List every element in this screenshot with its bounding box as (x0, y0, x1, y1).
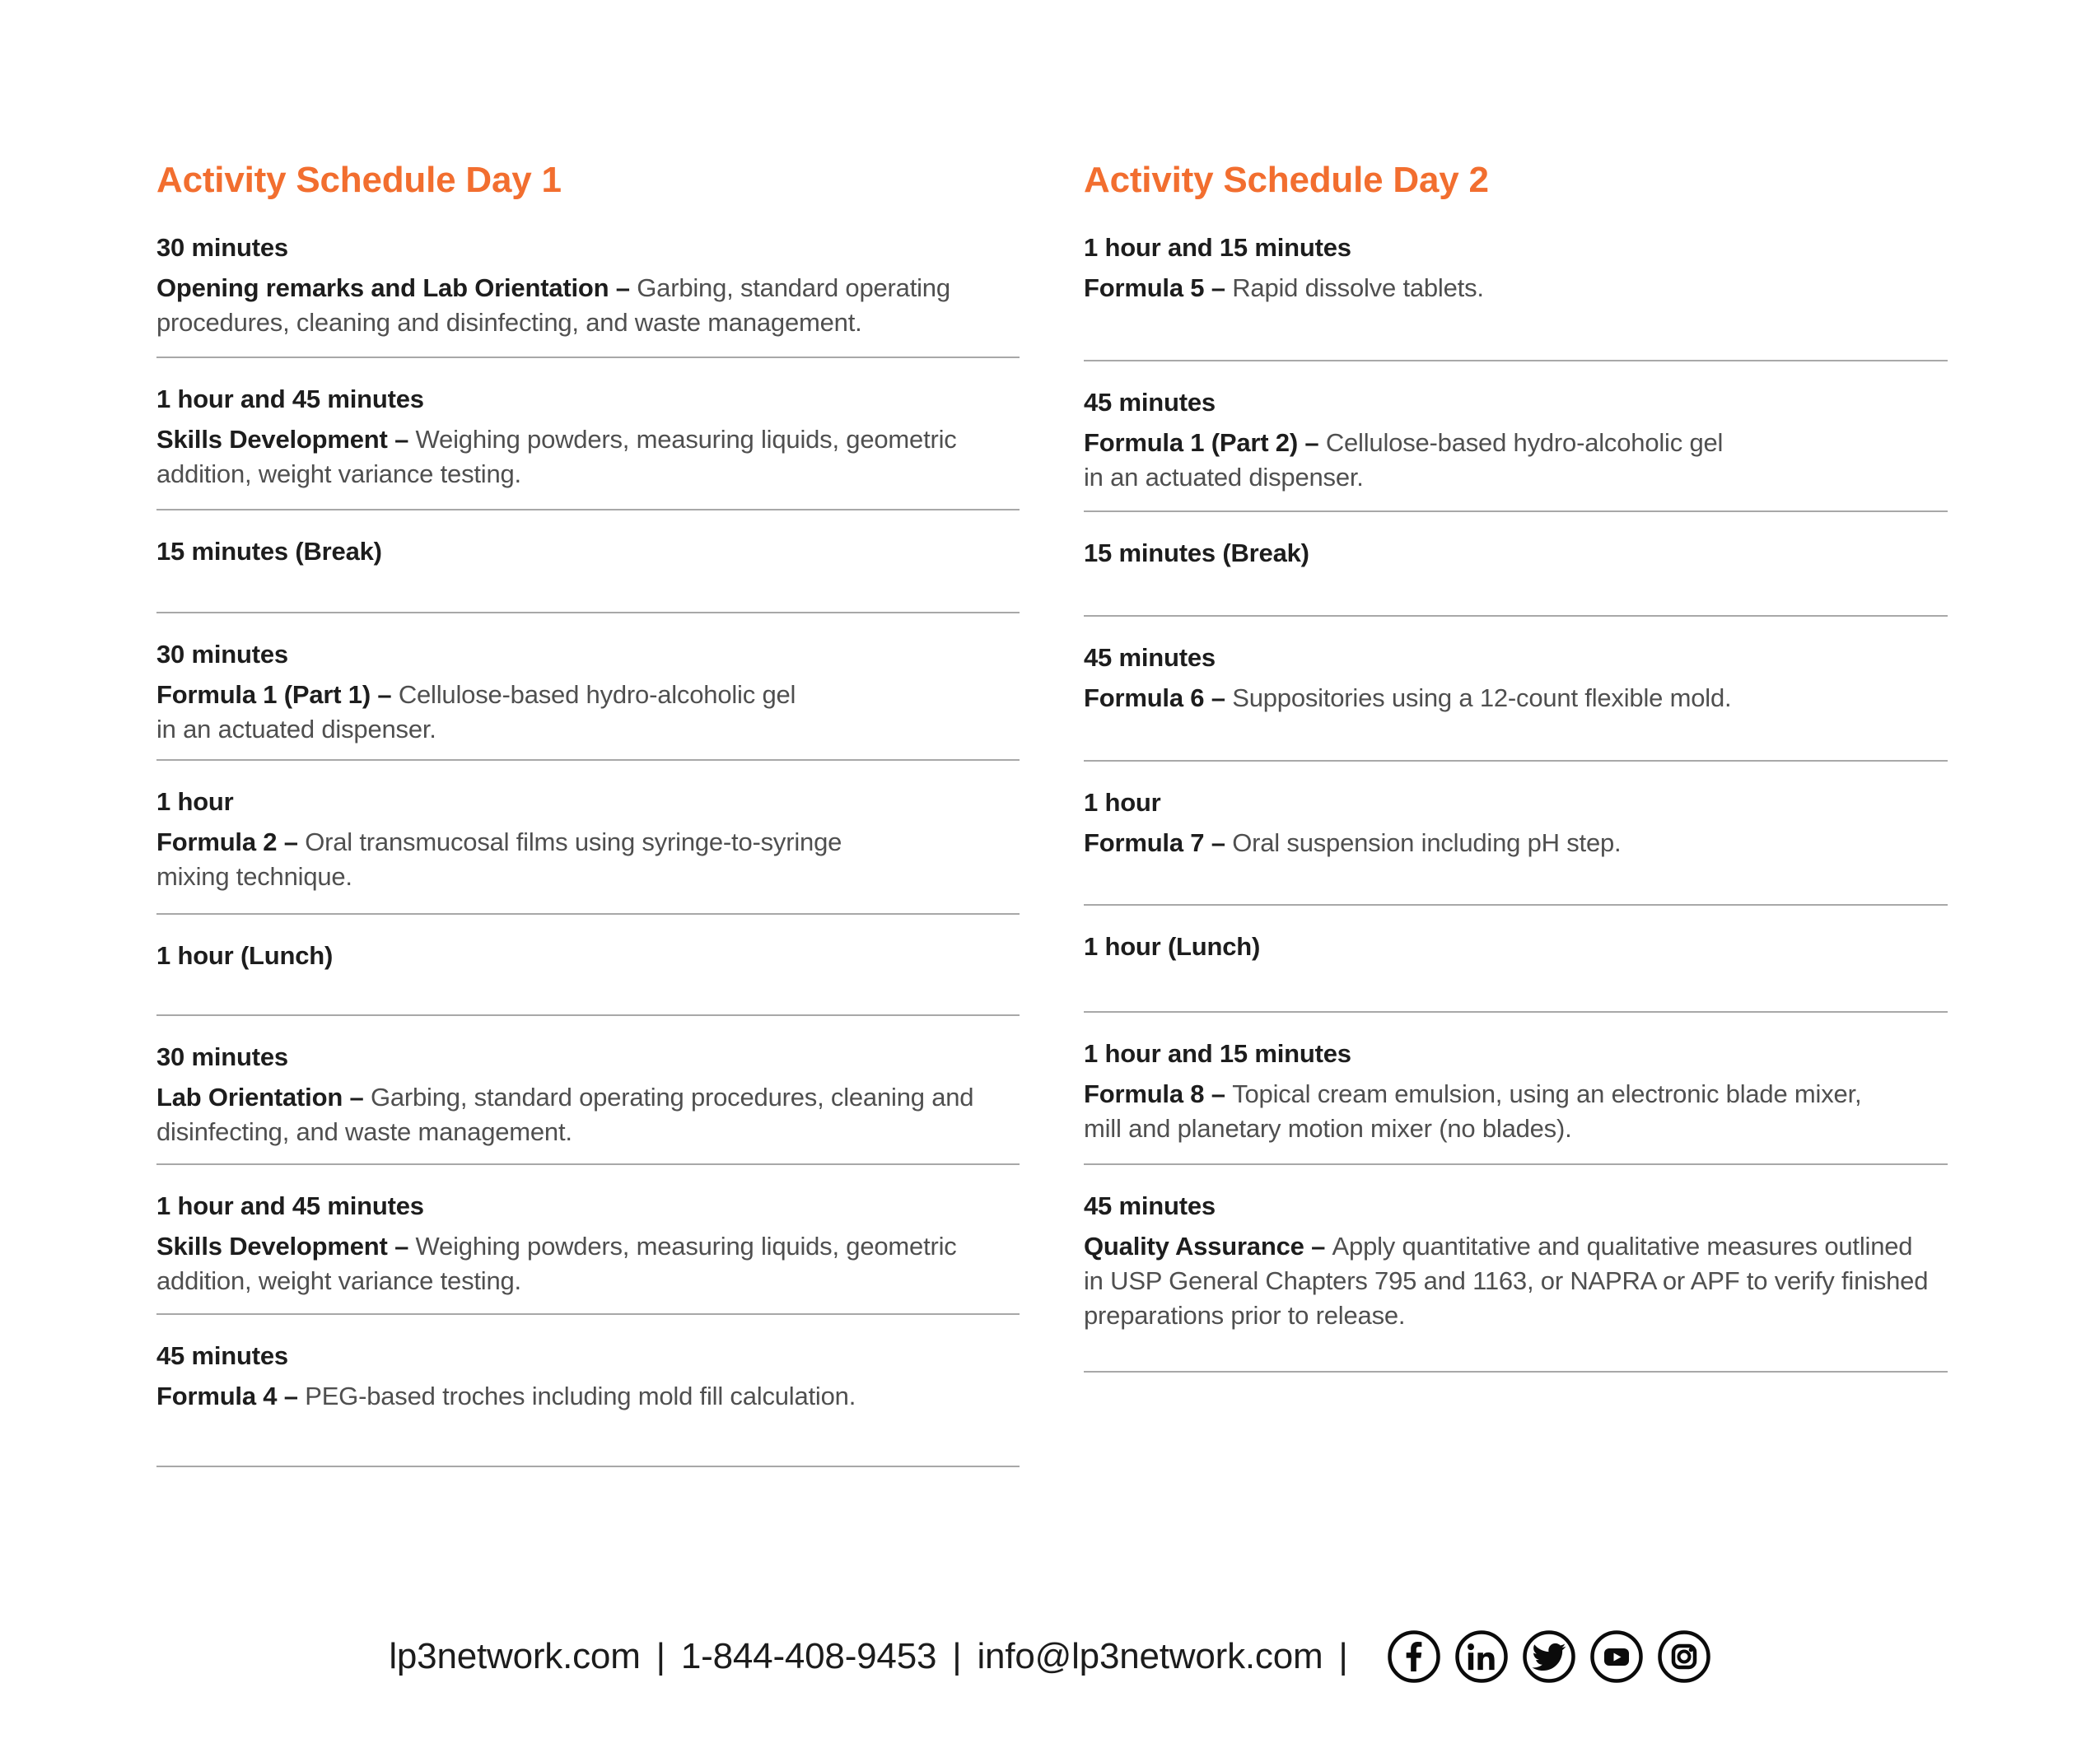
activity-text: in USP General Chapters 795 and 1163, or NAPRA or APF to verify finished (1084, 1266, 1929, 1295)
schedule-item (1084, 385, 1948, 495)
activity-text: addition, weight variance testing. (156, 459, 521, 488)
divider-line (1084, 760, 1948, 762)
activity-description (1084, 681, 1948, 716)
activity-name: Formula 6 – (1084, 683, 1233, 712)
divider-line (156, 1466, 1020, 1467)
phone-link[interactable]: 1-844-408-9453 (680, 1636, 937, 1676)
linkedin-icon[interactable] (1454, 1629, 1509, 1684)
duration-label: 1 hour (1084, 788, 1161, 817)
schedule-item (1084, 536, 1948, 576)
activity-name: Opening remarks and Lab Orientation – (156, 273, 637, 302)
duration-label: 1 hour (Lunch) (1084, 932, 1261, 961)
activity-description (156, 1379, 1020, 1414)
schedule-item (1084, 1189, 1948, 1333)
activity-name: Formula 8 – (1084, 1079, 1233, 1108)
day2-title: Activity Schedule Day 2 (1084, 160, 1489, 200)
divider-line (1084, 1011, 1948, 1013)
activity-name: Formula 2 – (156, 827, 306, 856)
schedule-item (156, 231, 1020, 340)
activity-name: Skills Development – (156, 425, 416, 454)
activity-name: Skills Development – (156, 1232, 416, 1261)
activity-text: Cellulose-based hydro-alcoholic gel (398, 680, 796, 709)
duration-label: 1 hour and 15 minutes (1084, 233, 1351, 262)
activity-text: Oral suspension including pH step. (1232, 828, 1622, 857)
activity-text: PEG-based troches including mold fill calculation. (305, 1382, 856, 1410)
duration-label: 1 hour and 45 minutes (156, 1191, 424, 1220)
activity-description (156, 1080, 1020, 1149)
activity-description (156, 422, 1020, 492)
divider-line (1084, 615, 1948, 617)
activity-text: Oral transmucosal films using syringe-to-syringe (305, 827, 842, 856)
duration-label: 1 hour and 45 minutes (156, 385, 424, 413)
schedule-item (1084, 930, 1948, 970)
footer-divider: | (1338, 1636, 1348, 1676)
schedule-item (156, 382, 1020, 492)
activity-name: Lab Orientation – (156, 1083, 371, 1112)
day2-column (1084, 0, 1948, 1564)
divider-line (1084, 1371, 1948, 1373)
divider-line (1084, 904, 1948, 906)
activity-description (156, 1229, 1020, 1298)
duration-label: 45 minutes (1084, 388, 1216, 417)
social-icons-row (1387, 1629, 1711, 1684)
activity-name: Formula 7 – (1084, 828, 1233, 857)
activity-description (156, 271, 1020, 340)
duration-label: 15 minutes (Break) (1084, 538, 1309, 567)
divider-line (156, 1014, 1020, 1016)
activity-text: Suppositories using a 12-count flexible mold. (1232, 683, 1732, 712)
divider-line (156, 1313, 1020, 1315)
activity-text: Apply quantitative and qualitative measures outlined (1332, 1232, 1913, 1261)
schedule-item (156, 1189, 1020, 1298)
activity-text: mill and planetary motion mixer (no blades). (1084, 1114, 1572, 1143)
schedule-item (156, 534, 1020, 575)
divider-line (156, 612, 1020, 613)
schedule-item (156, 785, 1020, 894)
schedule-item (1084, 1037, 1948, 1146)
instagram-icon[interactable] (1657, 1629, 1711, 1684)
activity-text: Cellulose-based hydro-alcoholic gel (1325, 428, 1724, 457)
activity-text: Weighing powders, measuring liquids, geometric (415, 1232, 957, 1261)
activity-text: in an actuated dispenser. (156, 715, 436, 743)
activity-text: Weighing powders, measuring liquids, geometric (415, 425, 957, 454)
divider-line (156, 509, 1020, 510)
activity-description (1084, 826, 1948, 860)
activity-name: Formula 5 – (1084, 273, 1233, 302)
divider-line (156, 357, 1020, 358)
facebook-icon[interactable] (1387, 1629, 1441, 1684)
divider-line (156, 759, 1020, 761)
activity-description (1084, 1229, 1948, 1333)
divider-line (1084, 510, 1948, 512)
activity-description (156, 678, 1020, 747)
duration-label: 15 minutes (Break) (156, 537, 382, 566)
schedule-item (1084, 231, 1948, 305)
activity-text: Garbing, standard operating (637, 273, 950, 302)
divider-line (1084, 1163, 1948, 1165)
activity-text: procedures, cleaning and disinfecting, and waste management. (156, 308, 862, 337)
footer-divider: | (952, 1636, 962, 1676)
duration-label: 1 hour (156, 787, 234, 816)
duration-label: 1 hour and 15 minutes (1084, 1039, 1351, 1068)
footer (0, 1628, 2100, 1685)
duration-label: 30 minutes (156, 1042, 288, 1071)
schedule-item (156, 939, 1020, 979)
duration-label: 1 hour (Lunch) (156, 941, 334, 970)
schedule-item (156, 637, 1020, 747)
duration-label: 30 minutes (156, 640, 288, 669)
twitter-icon[interactable] (1522, 1629, 1576, 1684)
activity-text: Rapid dissolve tablets. (1232, 273, 1484, 302)
divider-line (156, 1163, 1020, 1165)
day1-column (156, 0, 1020, 1564)
activity-description (156, 825, 1020, 894)
activity-text: preparations prior to release. (1084, 1301, 1406, 1330)
duration-label: 30 minutes (156, 233, 288, 262)
activity-text: disinfecting, and waste management. (156, 1117, 572, 1146)
activity-text: Topical cream emulsion, using an electronic blade mixer, (1232, 1079, 1862, 1108)
youtube-icon[interactable] (1589, 1629, 1644, 1684)
activity-name: Formula 1 (Part 2) – (1084, 428, 1326, 457)
activity-name: Formula 1 (Part 1) – (156, 680, 399, 709)
divider-line (1084, 360, 1948, 361)
divider-line (156, 913, 1020, 915)
duration-label: 45 minutes (156, 1341, 288, 1370)
duration-label: 45 minutes (1084, 1191, 1216, 1220)
activity-description (1084, 426, 1948, 495)
activity-name: Formula 4 – (156, 1382, 306, 1410)
day1-title: Activity Schedule Day 1 (156, 160, 562, 200)
activity-description (1084, 1077, 1948, 1146)
schedule-item (156, 1040, 1020, 1149)
activity-text: addition, weight variance testing. (156, 1266, 521, 1295)
schedule-item (156, 1339, 1020, 1414)
email-link[interactable]: info@lp3network.com (977, 1636, 1323, 1676)
activity-description (1084, 271, 1948, 305)
activity-name: Quality Assurance – (1084, 1232, 1332, 1261)
website-link[interactable]: lp3network.com (389, 1636, 641, 1676)
schedule-item (1084, 785, 1948, 860)
activity-text: in an actuated dispenser. (1084, 463, 1364, 492)
footer-divider: | (656, 1636, 665, 1676)
schedule-item (1084, 641, 1948, 716)
activity-text: Garbing, standard operating procedures, cleaning and (370, 1083, 974, 1112)
duration-label: 45 minutes (1084, 643, 1216, 672)
activity-text: mixing technique. (156, 862, 352, 891)
